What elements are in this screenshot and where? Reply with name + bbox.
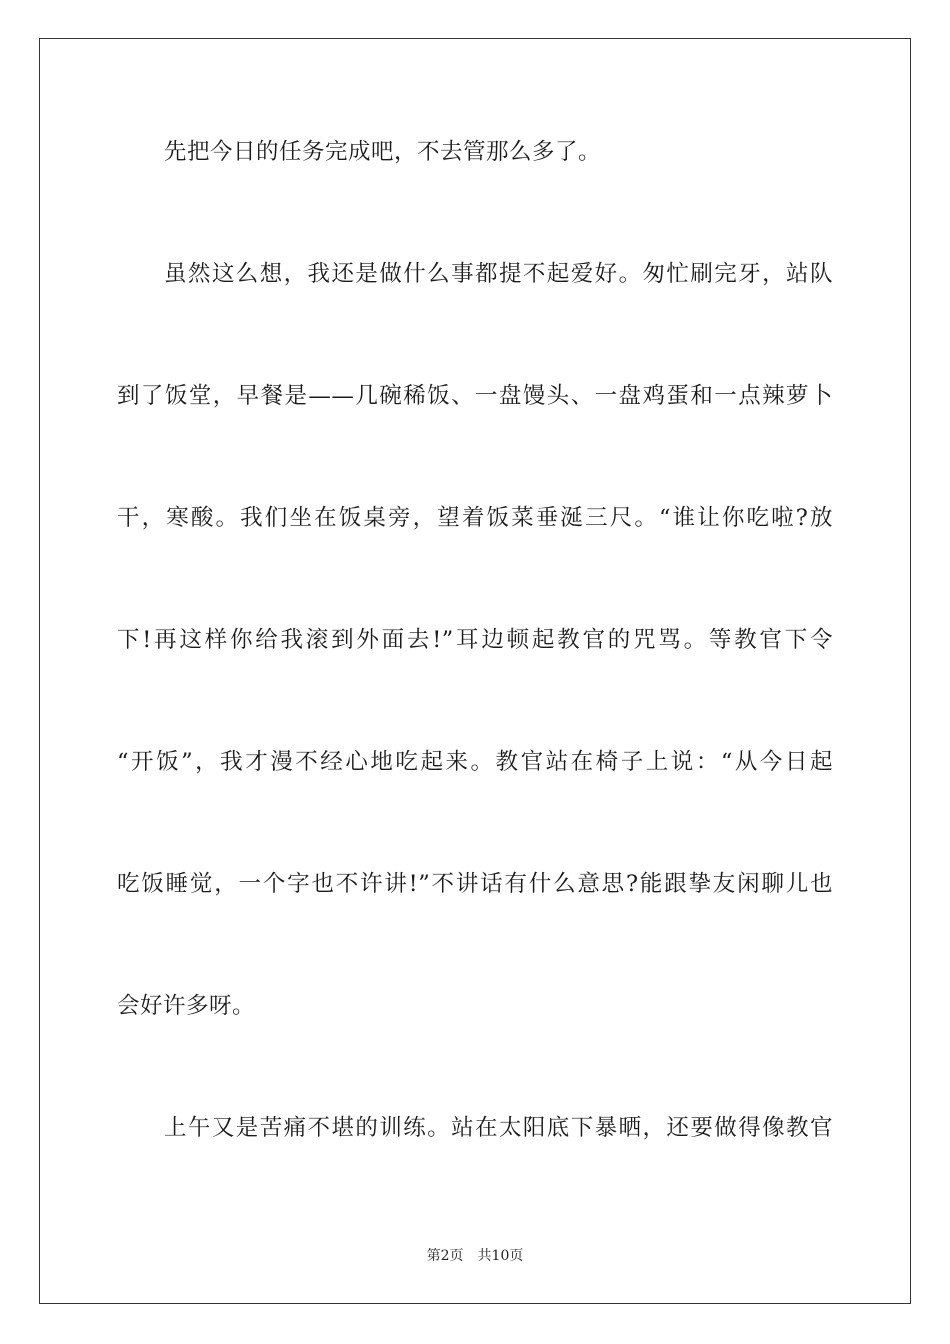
page-number: 第2页 [426, 1248, 464, 1264]
paragraph-line: 到了饭堂，早餐是——几碗稀饭、一盘馒头、一盘鸡蛋和一点辣萝卜 [117, 383, 833, 409]
paragraph-line: 上午又是苦痛不堪的训练。站在太阳底下暴晒，还要做得像教官 [164, 1115, 833, 1141]
paragraph-line: 先把今日的任务完成吧，不去管那么多了。 [164, 139, 602, 165]
page-total: 共10页 [477, 1248, 524, 1264]
paragraph-line: 虽然这么想，我还是做什么事都提不起爱好。匆忙刷完牙，站队 [164, 261, 833, 287]
paragraph-line: 会好许多呀。 [117, 993, 256, 1019]
page-footer [0, 1246, 950, 1266]
paragraph-line: 干，寒酸。我们坐在饭桌旁，望着饭菜垂涎三尺。“谁让你吃啦?放 [117, 505, 833, 531]
paragraph-line: 下!再这样你给我滚到外面去!”耳边顿起教官的咒骂。等教官下令 [117, 627, 833, 653]
paragraph-line: “开饭”，我才漫不经心地吃起来。教官站在椅子上说：“从今日起 [117, 749, 833, 775]
paragraph-line: 吃饭睡觉，一个字也不许讲!”不讲话有什么意思?能跟挚友闲聊儿也 [117, 871, 833, 897]
